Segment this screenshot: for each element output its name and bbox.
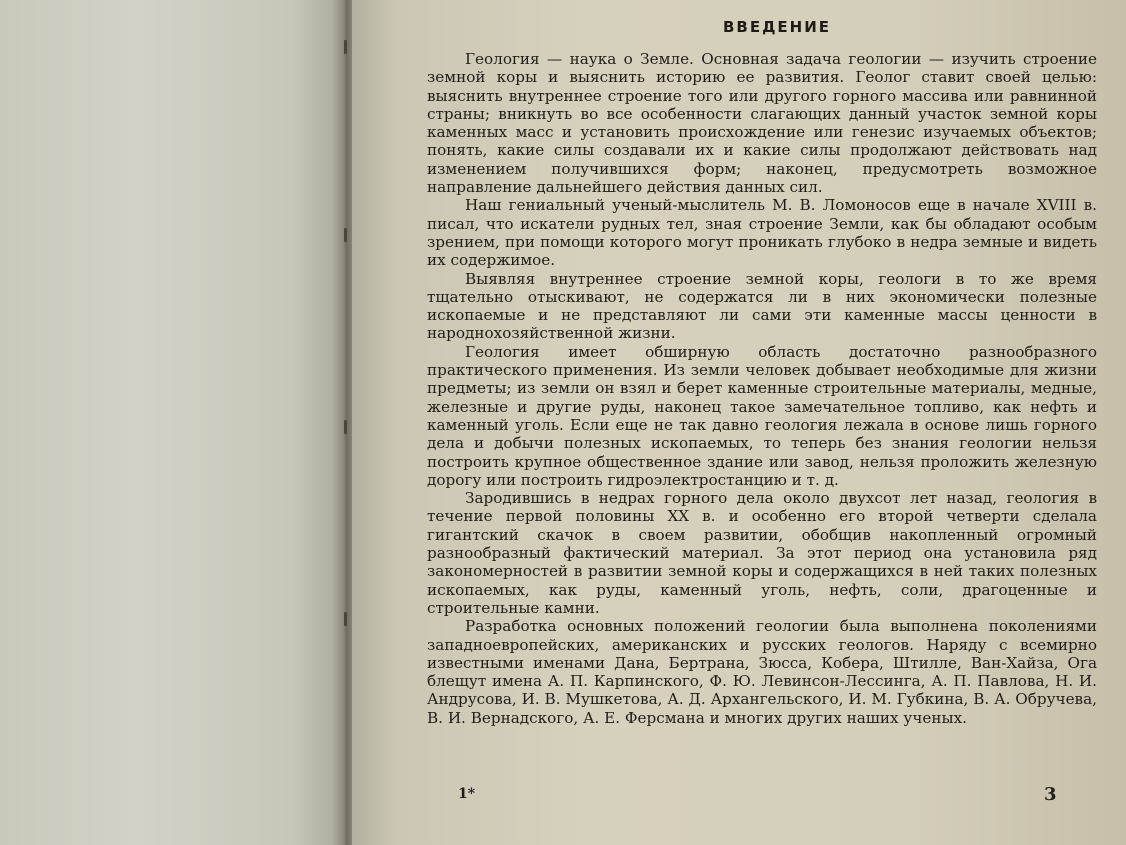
signature-mark: 1* (458, 786, 476, 802)
paragraph: Геология имеет обширную область достаточно разнообразного практического применения. Из земли человек добывает необходимые для жизни предметы; из земли он взял и берет каменные строительные материалы, медные, железные и другие руды, наконец такое замечательное топливо, как нефть и каменный уголь. Если еще не так давно геология лежала в основе лишь горного дела и добычи полезных ископаемых, то теперь без знания геологии нельзя построить крупное общественное здание или завод, нельзя проложить железную дорогу или построить гидроэлектростанцию и т. д. (427, 342, 1097, 489)
paragraph: Геология — наука о Земле. Основная задача геологии — изучить строение земной коры и выяснить историю ее развития. Геолог ставит своей целью: выяснить внутреннее строение того или другого горного массива или равнинной страны; вникнуть во все особенности слагающих данный участок земной коры каменных масс и установить происхождение или генезис изучаемых объектов; понять, какие силы создавали их и какие силы продолжают действовать над изменением получившихся форм; наконец, предусмотреть возможное направление дальнейшего действия данных сил. (427, 50, 1097, 197)
chapter-title: ВВЕДЕНИЕ (722, 18, 832, 36)
paragraph: Наш гениальный ученый-мыслитель М. В. Ломоносов еще в начале XVIII в. писал, что искатели рудных тел, зная строение Земли, как бы обладают особым зрением, при помощи которого могут проникать глубоко в недра земные и видеть их содержимое. (427, 196, 1097, 270)
page-number: 3 (1044, 784, 1057, 805)
binding-stitch (344, 612, 347, 626)
paragraph: Разработка основных положений геологии была выполнена поколениями западноевропейских, американских и русских геологов. Наряду с всемирно известными именами Дана, Бертрана, Зюсса, Кобера, Штилле, Ван-Хайза, Ога блещут имена А. П. Карпинского, Ф. Ю. Левинсон-Лессинга, А. П. Павлова, Н. И. Андрусова, И. В. Мушкетова, А. Д. Архангельского, И. М. Губкина, В. А. Обручева, В. И. Вернадского, А. Е. Ферсмана и многих других наших ученых. (427, 617, 1097, 727)
paragraph: Выявляя внутреннее строение земной коры, геологи в то же время тщательно отыскивают, не содержатся ли в них экономически полезные ископаемые и не представляют ли сами эти каменные массы ценности в народнохозяйственной жизни. (427, 269, 1097, 343)
body-text (427, 50, 1097, 727)
paragraph: Зародившись в недрах горного дела около двухсот лет назад, геология в течение первой половины XX в. и особенно его второй четверти сделала гигантский скачок в своем развитии, обобщив накопленный огромный разнообразный фактический материал. За этот период она установила ряд закономерностей в развитии земной коры и содержащихся в ней таких полезных ископаемых, как руды, каменный уголь, нефть, соли, драгоценные и строительные камни. (427, 489, 1097, 617)
left-page (0, 0, 345, 845)
right-page (352, 0, 1126, 845)
binding-stitch (344, 40, 347, 54)
binding-stitch (344, 228, 347, 242)
binding-stitch (344, 420, 347, 434)
